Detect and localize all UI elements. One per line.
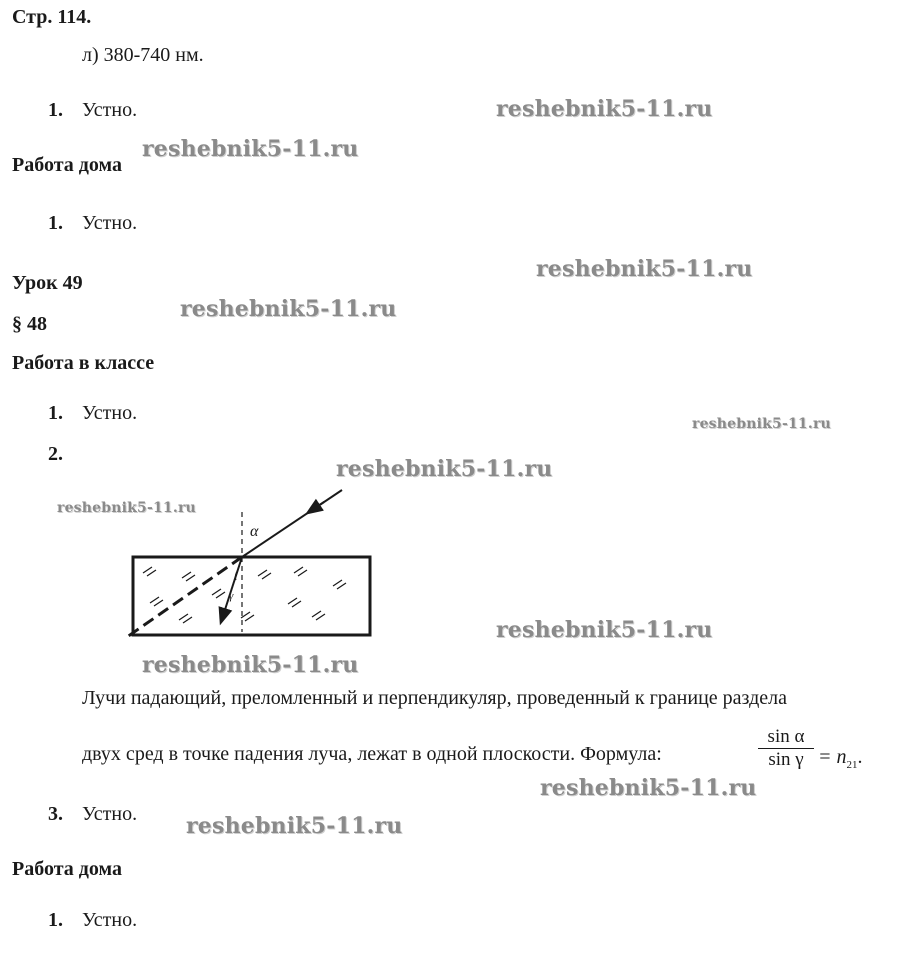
- angle-gamma-label: γ: [229, 590, 234, 602]
- watermark: reshebnik5-11.ru: [186, 813, 403, 839]
- list-item-ustno: Устно.: [82, 212, 138, 234]
- paragraph-heading: § 48: [12, 313, 47, 335]
- formula-rhs: [818, 746, 863, 771]
- watermark: reshebnik5-11.ru: [692, 416, 831, 432]
- glass-block: [133, 557, 370, 635]
- watermark: reshebnik5-11.ru: [142, 652, 359, 678]
- formula-denominator: sin γ: [768, 749, 804, 770]
- formula-fraction: [758, 726, 814, 771]
- watermark: reshebnik5-11.ru: [336, 456, 553, 482]
- section-heading-rabota-doma: Работа дома: [12, 154, 122, 176]
- watermark: reshebnik5-11.ru: [536, 256, 753, 282]
- item-l: л) 380-740 нм.: [82, 44, 204, 66]
- watermark: reshebnik5-11.ru: [57, 500, 196, 516]
- watermark: reshebnik5-11.ru: [496, 96, 713, 122]
- explanation-line-1: Лучи падающий, преломленный и перпендикуляр, проведенный к границе раздела: [82, 687, 787, 709]
- list-item-ustno: Устно.: [82, 402, 138, 424]
- list-number-1: 1.: [48, 212, 63, 234]
- lesson-heading: Урок 49: [12, 272, 83, 294]
- section-heading-rabota-v-klasse: Работа в классе: [12, 352, 155, 374]
- list-item-ustno: Устно.: [82, 803, 138, 825]
- watermark: reshebnik5-11.ru: [180, 296, 397, 322]
- watermark: reshebnik5-11.ru: [540, 775, 757, 801]
- watermark: reshebnik5-11.ru: [142, 136, 359, 162]
- list-number-1: 1.: [48, 402, 63, 424]
- list-number-3: 3.: [48, 803, 63, 825]
- formula-equals-n: = n: [818, 746, 847, 768]
- continuation-dashed-line: [127, 557, 242, 637]
- incident-arrow: [308, 502, 324, 513]
- list-number-1: 1.: [48, 909, 63, 931]
- formula-numerator: sin α: [767, 726, 805, 747]
- list-number-2: 2.: [48, 443, 63, 465]
- glass-hatching: [143, 567, 346, 623]
- formula-period: .: [857, 746, 863, 768]
- list-item-ustno: Устно.: [82, 99, 138, 121]
- formula-subscript: 21: [846, 759, 858, 771]
- list-item-ustno: Устно.: [82, 909, 138, 931]
- section-heading-rabota-doma: Работа дома: [12, 858, 122, 880]
- explanation-line-2: двух сред в точке падения луча, лежат в одной плоскости. Формула:: [82, 743, 662, 765]
- angle-alpha-label: α: [250, 523, 259, 540]
- watermark: reshebnik5-11.ru: [496, 617, 713, 643]
- page-header: Стр. 114.: [12, 6, 92, 28]
- list-number-1: 1.: [48, 99, 63, 121]
